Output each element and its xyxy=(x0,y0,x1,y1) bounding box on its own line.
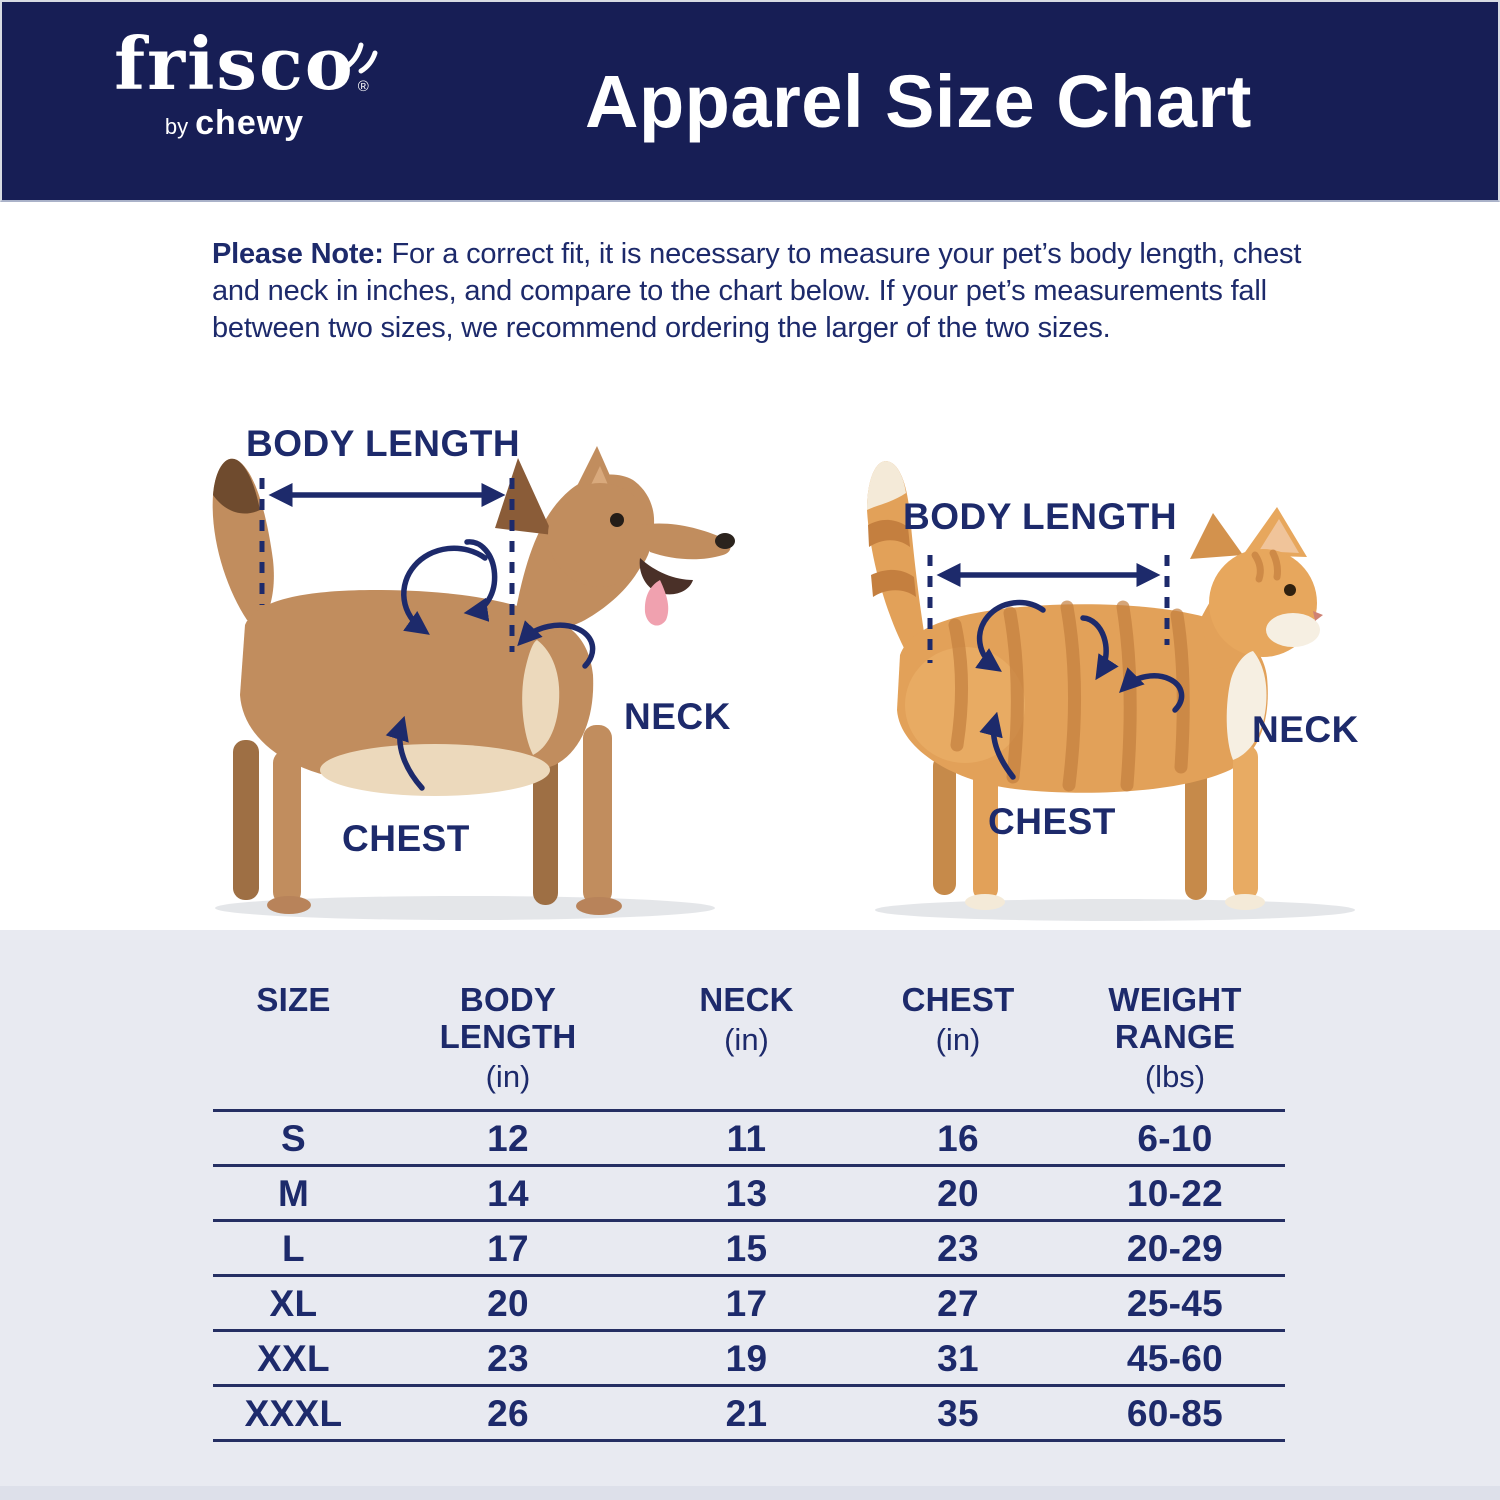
fit-note-label: Please Note: xyxy=(212,238,384,270)
dog-belly xyxy=(320,744,550,796)
weight-range-cell: 25-45 xyxy=(1126,1282,1224,1324)
dog-rear-paw xyxy=(267,896,311,914)
neck-cell: 11 xyxy=(726,1117,767,1159)
body-length-cell: 12 xyxy=(487,1117,529,1159)
weight-range-cell: 20-29 xyxy=(1126,1227,1224,1269)
column-header-neck: NECK (in) xyxy=(699,981,794,1057)
size-chart-table xyxy=(213,980,1285,1442)
chewy-wordmark: chewy xyxy=(195,104,305,142)
table-row xyxy=(213,1167,1285,1222)
neck-cell: 13 xyxy=(725,1172,768,1214)
cat-chest-label: CHEST xyxy=(988,801,1116,842)
size-cell: S xyxy=(281,1117,306,1159)
dog-front-paw xyxy=(576,897,622,915)
dog-head xyxy=(548,483,652,587)
frisco-text: frisco xyxy=(114,21,355,106)
cat-rear-paw xyxy=(965,894,1005,910)
column-header-size: SIZE xyxy=(256,981,331,1018)
table-row xyxy=(213,1112,1285,1167)
weight-range-cell: 45-60 xyxy=(1126,1337,1224,1379)
size-chart-section xyxy=(0,930,1500,1500)
weight-range-cell: 6-10 xyxy=(1137,1117,1213,1159)
registered-mark: ® xyxy=(357,78,371,95)
dog-neck-label: NECK xyxy=(624,696,731,737)
body-length-cell: 17 xyxy=(487,1227,529,1269)
chest-cell: 23 xyxy=(937,1227,979,1269)
table-row xyxy=(213,1222,1285,1277)
size-cell: L xyxy=(282,1227,305,1269)
dog-ear-far xyxy=(495,458,553,535)
neck-cell: 15 xyxy=(725,1227,768,1269)
body-length-cell: 14 xyxy=(487,1172,529,1214)
cat-ear-far xyxy=(1190,513,1243,559)
table-header-row xyxy=(213,980,1285,1112)
table-row xyxy=(213,1387,1285,1442)
cat-neck-label: NECK xyxy=(1252,709,1359,750)
whisker-flick-icon xyxy=(337,14,379,86)
body-length-cell: 26 xyxy=(487,1392,529,1434)
fit-note-text: For a correct fit, it is necessary to measure your pet’s body length, chest and neck in inches, and compare to the chart below. If your pet’s measurements fall between two sizes, we recommend ordering the larger of the two sizes. xyxy=(212,238,1302,344)
dog-illustration xyxy=(185,440,785,935)
size-cell: XXXL xyxy=(244,1392,343,1434)
dog-front-leg xyxy=(583,725,612,905)
weight-range-cell: 10-22 xyxy=(1126,1172,1224,1214)
cat-shadow xyxy=(875,899,1355,921)
table-row xyxy=(213,1332,1285,1387)
cat-front-leg xyxy=(1233,745,1258,900)
cat-body-length-label: BODY LENGTH xyxy=(903,496,1178,537)
dog-rear-leg-far xyxy=(233,740,259,900)
cat-eye xyxy=(1284,584,1296,596)
chest-cell: 31 xyxy=(937,1337,979,1379)
size-cell: M xyxy=(277,1172,310,1214)
column-header-body-length: BODY LENGTH (in) xyxy=(439,981,577,1094)
frisco-wordmark xyxy=(114,21,371,106)
table-row xyxy=(213,1277,1285,1332)
neck-cell: 17 xyxy=(725,1282,768,1324)
header xyxy=(0,0,1500,202)
cat-front-paw xyxy=(1225,894,1265,910)
body-length-cell: 23 xyxy=(487,1337,529,1379)
neck-cell: 21 xyxy=(725,1392,768,1434)
column-header-chest: CHEST (in) xyxy=(901,981,1015,1057)
cat-nose xyxy=(1313,611,1323,621)
chest-cell: 35 xyxy=(937,1392,979,1434)
chest-cell: 16 xyxy=(937,1117,979,1159)
size-cell: XL xyxy=(269,1282,318,1324)
fit-note xyxy=(212,236,1307,347)
dog-body-length-label: BODY LENGTH xyxy=(246,423,521,464)
weight-range-cell: 60-85 xyxy=(1126,1392,1224,1434)
cat-rear-leg-far xyxy=(933,755,956,895)
dog-chest-label: CHEST xyxy=(342,818,470,859)
chest-cell: 20 xyxy=(937,1172,979,1214)
byline xyxy=(87,104,382,143)
cat-muzzle xyxy=(1266,613,1320,647)
dog-mouth xyxy=(640,558,693,594)
byline-by-text: by xyxy=(164,114,189,139)
bottom-edge-strip xyxy=(0,1486,1500,1500)
frisco-by-chewy-logo xyxy=(87,21,382,143)
dog-nose xyxy=(715,533,735,549)
column-header-weight-range: WEIGHT RANGE (lbs) xyxy=(1108,981,1242,1094)
page-title: Apparel Size Chart xyxy=(585,60,1252,143)
neck-cell: 19 xyxy=(725,1337,768,1379)
dog-rear-leg xyxy=(273,750,301,905)
chest-cell: 27 xyxy=(937,1282,979,1324)
size-cell: XXL xyxy=(257,1337,330,1379)
body-length-cell: 20 xyxy=(487,1282,529,1324)
dog-eye xyxy=(610,513,624,527)
